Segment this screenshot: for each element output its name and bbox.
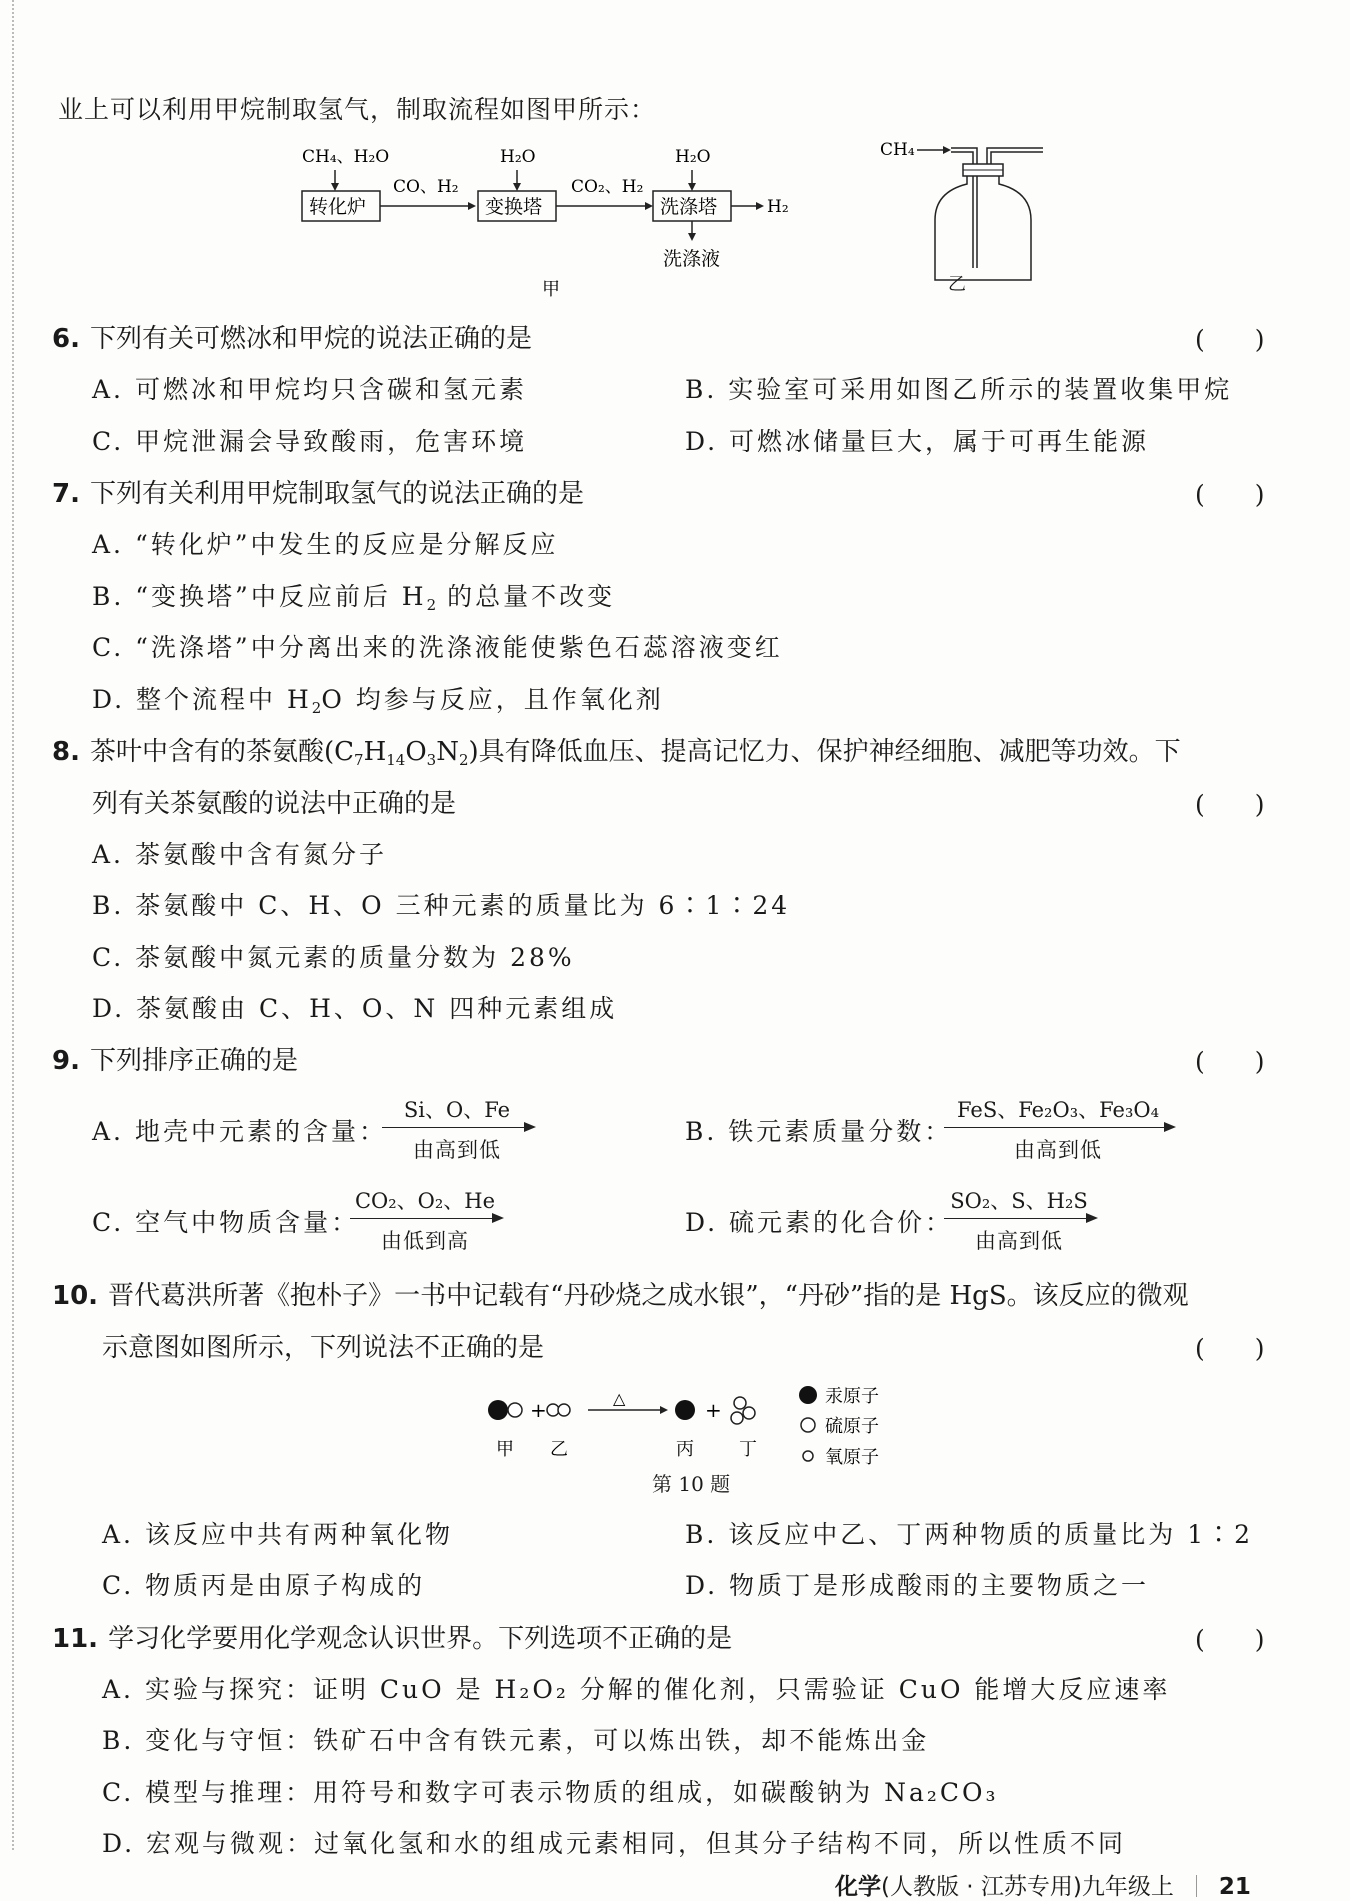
- q8-stem-line2: 列有关茶氨酸的说法中正确的是: [92, 789, 457, 819]
- q9-d-order: SO₂、S、H₂S: [950, 1189, 1088, 1213]
- reaction-plus-2: +: [705, 1398, 722, 1422]
- q10-stem-line2: 示意图如图所示，下列说法不正确的是: [102, 1333, 545, 1363]
- flow-output: H₂: [767, 197, 789, 217]
- q6-answer-blank[interactable]: ( ): [1195, 325, 1265, 354]
- q8-option-b[interactable]: B. 茶氨酸中 C、H、O 三种元素的质量比为 6∶1∶24: [92, 891, 791, 920]
- q9-b-direction: 由高到低: [1014, 1138, 1102, 1162]
- yi-s-atom-2: [558, 1404, 570, 1416]
- q9-option-a-arrow: [382, 1094, 532, 1164]
- yi-s-atom: [547, 1404, 559, 1416]
- q9-option-b-arrow: [944, 1094, 1172, 1164]
- q11-stem: 11. 学习化学要用化学观念认识世界。下列选项不正确的是: [52, 1624, 733, 1654]
- reaction-condition-heat: △: [613, 1389, 626, 1408]
- ding-o-atom-2: [731, 1412, 743, 1424]
- q6-option-d[interactable]: D. 可燃冰储量巨大，属于可再生能源: [685, 427, 1150, 456]
- q8-option-d[interactable]: D. 茶氨酸由 C、H、O、N 四种元素组成: [92, 994, 618, 1023]
- figure-jia-label: 甲: [542, 279, 560, 300]
- q6-option-b[interactable]: B. 实验室可采用如图乙所示的装置收集甲烷: [685, 375, 1233, 404]
- q8-answer-blank[interactable]: ( ): [1195, 790, 1265, 819]
- q10-option-b[interactable]: B. 该反应中乙、丁两种物质的质量比为 1∶2: [685, 1520, 1254, 1549]
- q9-a-order: Si、O、Fe: [403, 1098, 511, 1122]
- page-footer: [835, 1868, 1251, 1901]
- label-yi: 乙: [550, 1439, 568, 1460]
- q11-option-c[interactable]: C. 模型与推理：用符号和数字可表示物质的组成，如碳酸钠为 Na₂CO₃: [102, 1778, 999, 1807]
- q9-option-d-arrow: [944, 1185, 1094, 1255]
- ding-o-atom-1: [734, 1397, 746, 1409]
- q9-option-c-arrow: [350, 1185, 500, 1255]
- q10-option-a[interactable]: A. 该反应中共有两种氧化物: [102, 1520, 453, 1549]
- legend-hg-icon: [799, 1386, 817, 1404]
- jia-hg-atom: [488, 1400, 508, 1420]
- legend-o-text: 氧原子: [825, 1447, 879, 1468]
- flow-input-3: H₂O: [675, 147, 711, 167]
- q9-option-a-label[interactable]: A. 地壳中元素的含量：: [92, 1117, 387, 1146]
- q6-option-c[interactable]: C. 甲烷泄漏会导致酸雨，危害环境: [92, 427, 528, 456]
- figure-jia-flowchart: [295, 140, 815, 300]
- footer-edition: (人教版 · 江苏专用)九年级上: [881, 1874, 1174, 1900]
- flow-input-2: H₂O: [500, 147, 536, 167]
- q9-c-order: CO₂、O₂、He: [354, 1189, 496, 1213]
- reaction-plus-1: +: [530, 1398, 547, 1422]
- q9-c-direction: 由低到高: [381, 1229, 469, 1253]
- q10-option-d[interactable]: D. 物质丁是形成酸雨的主要物质之一: [685, 1571, 1150, 1600]
- q9-stem: 9. 下列排序正确的是: [52, 1046, 298, 1076]
- q11-option-a[interactable]: A. 实验与探究：证明 CuO 是 H₂O₂ 分解的催化剂，只需验证 CuO 能增大反应速率: [102, 1675, 1171, 1704]
- flow-box-1-label: 转化炉: [309, 196, 367, 218]
- label-jia: 甲: [496, 1439, 514, 1460]
- gas-inlet-label: CH₄: [880, 140, 915, 160]
- q9-b-order: FeS、Fe₂O₃、Fe₃O₄: [956, 1098, 1160, 1122]
- flow-arrow-2-label: CO₂、H₂: [571, 177, 644, 197]
- q6-stem: 6. 下列有关可燃冰和甲烷的说法正确的是: [52, 324, 532, 354]
- flow-arrow-1-label: CO、H₂: [393, 177, 459, 197]
- flow-waste: 洗涤液: [663, 248, 721, 270]
- q10-option-c[interactable]: C. 物质丙是由原子构成的: [102, 1571, 426, 1600]
- legend-s-text: 硫原子: [825, 1416, 879, 1437]
- q9-a-direction: 由高到低: [413, 1138, 501, 1162]
- bing-hg-atom: [675, 1400, 695, 1420]
- q9-option-d-label[interactable]: D. 硫元素的化合价：: [685, 1208, 954, 1237]
- q7-option-b[interactable]: B. “变换塔”中反应前后 $H_2$ 的总量不改变: [92, 582, 616, 614]
- q10-answer-blank[interactable]: ( ): [1195, 1334, 1265, 1363]
- intro-text: 业上可以利用甲烷制取氢气，制取流程如图甲所示：: [58, 95, 657, 124]
- q11-answer-blank[interactable]: ( ): [1195, 1625, 1265, 1654]
- q11-option-d[interactable]: D. 宏观与微观：过氧化氢和水的组成元素相同，但其分子结构不同，所以性质不同: [102, 1829, 1127, 1858]
- q11-option-b[interactable]: B. 变化与守恒：铁矿石中含有铁元素，可以炼出铁，却不能炼出金: [102, 1726, 930, 1755]
- q8-option-c[interactable]: C. 茶氨酸中氮元素的质量分数为 28%: [92, 943, 575, 972]
- flow-input-1: CH₄、H₂O: [302, 147, 390, 167]
- ding-s-atom: [743, 1407, 755, 1419]
- page-number: 21: [1218, 1874, 1251, 1900]
- q7-answer-blank[interactable]: ( ): [1195, 480, 1265, 509]
- q7-stem: 7. 下列有关利用甲烷制取氢气的说法正确的是: [52, 479, 584, 509]
- q9-d-direction: 由高到低: [975, 1229, 1063, 1253]
- q7-option-c[interactable]: C. “洗涤塔”中分离出来的洗涤液能使紫色石蕊溶液变红: [92, 633, 783, 662]
- legend-o-icon: [803, 1451, 813, 1461]
- flow-box-3-label: 洗涤塔: [660, 196, 718, 218]
- jia-o-atom: [508, 1403, 522, 1417]
- label-ding: 丁: [739, 1439, 757, 1460]
- q7-option-a[interactable]: A. “转化炉”中发生的反应是分解反应: [92, 530, 559, 559]
- flow-box-2-label: 变换塔: [485, 196, 543, 218]
- q10-stem-line1: 10. 晋代葛洪所著《抱朴子》一书中记载有“丹砂烧之成水银”，“丹砂”指的是 HgS。该反应的微观: [52, 1281, 1189, 1311]
- q9-option-b-label[interactable]: B. 铁元素质量分数：: [685, 1117, 953, 1146]
- q8-option-a[interactable]: A. 茶氨酸中含有氮分子: [92, 840, 387, 869]
- q7-option-d[interactable]: D. 整个流程中 $H_2O$ 均参与反应，且作氧化剂: [92, 685, 664, 717]
- q9-option-c-label[interactable]: C. 空气中物质含量：: [92, 1208, 360, 1237]
- q10-figure-caption: 第 10 题: [652, 1472, 731, 1496]
- legend-hg-text: 汞原子: [825, 1386, 879, 1407]
- q6-option-a[interactable]: A. 可燃冰和甲烷均只含碳和氢元素: [92, 375, 527, 404]
- label-bing: 丙: [676, 1439, 694, 1460]
- q8-stem-line1: 8. 茶叶中含有的茶氨酸$(C_7H_{14}O_3N_2)$具有降低血压、提高记忆力、保护神经细胞、减肥等功效。下: [52, 737, 1181, 769]
- footer-subject: 化学: [835, 1874, 881, 1900]
- figure-yi-caption: 乙: [948, 274, 966, 295]
- margin-dotted-line: [12, 0, 14, 1850]
- legend-s-icon: [801, 1418, 815, 1432]
- q9-answer-blank[interactable]: ( ): [1195, 1047, 1265, 1076]
